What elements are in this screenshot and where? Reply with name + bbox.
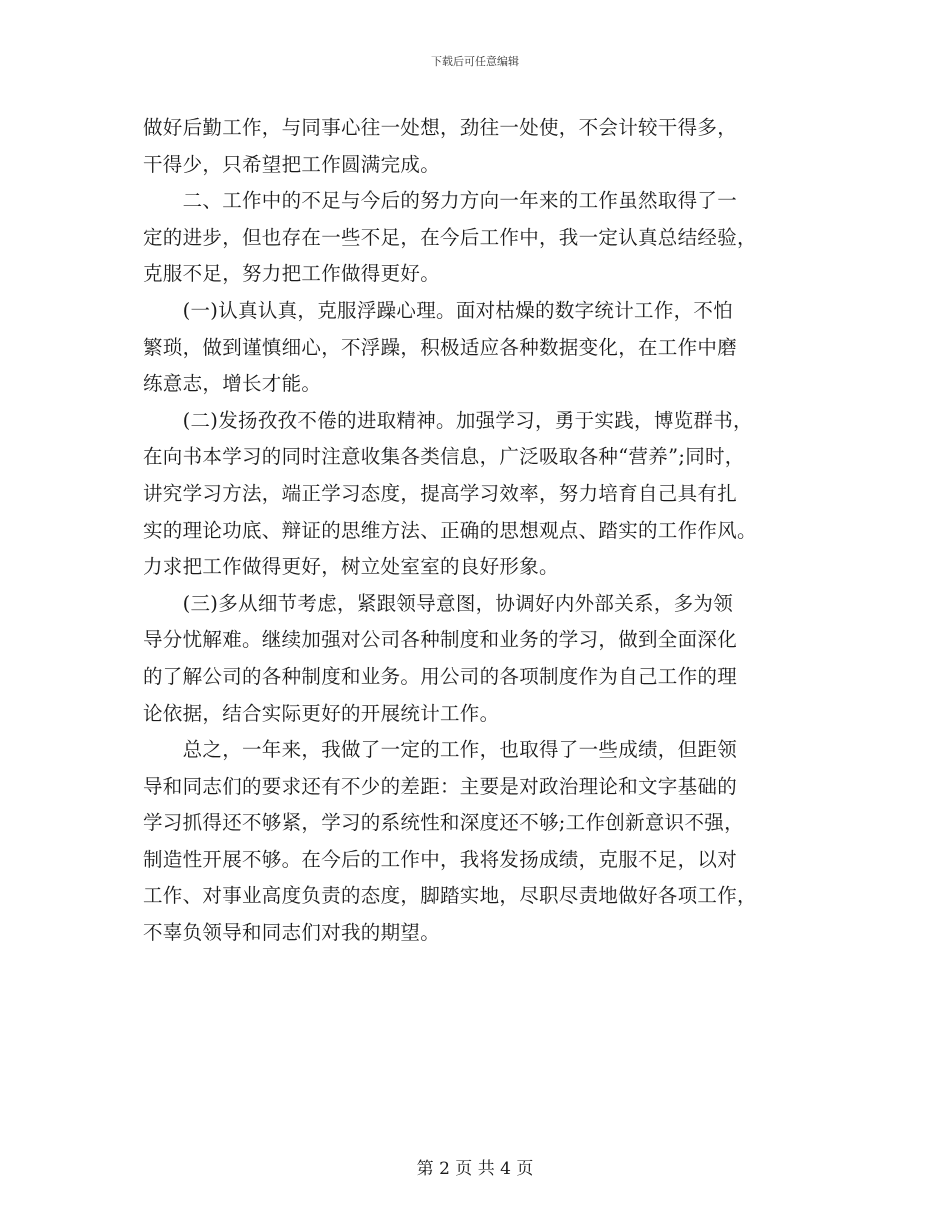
body-text-line: 导和同志们的要求还有不少的差距：主要是对政治理论和文字基础的 (143, 774, 738, 798)
body-text-line: 工作、对事业高度负责的态度，脚踏实地，尽职尽责地做好各项工作， (143, 884, 757, 908)
body-text-line: 实的理论功底、辩证的思维方法、正确的思想观点、踏实的工作作风。 (143, 518, 757, 542)
body-text-line: 不辜负领导和同志们对我的期望。 (143, 921, 441, 945)
body-text-line: 繁琐，做到谨慎细心，不浮躁，积极适应各种数据变化，在工作中磨 (143, 335, 738, 359)
body-text-line: 力求把工作做得更好，树立处室室的良好形象。 (143, 555, 559, 579)
body-text-line: 干得少，只希望把工作圆满完成。 (143, 152, 441, 176)
body-text-line: 导分忧解难。继续加强对公司各种制度和业务的学习，做到全面深化 (143, 628, 738, 652)
body-text-line: (三)多从细节考虑，紧跟领导意图，协调好内外部关系，多为领 (143, 591, 734, 615)
body-text-line: 的了解公司的各种制度和业务。用公司的各项制度作为自己工作的理 (143, 664, 738, 688)
body-text-line: 论依据，结合实际更好的开展统计工作。 (143, 701, 500, 725)
body-text-line: 克服不足，努力把工作做得更好。 (143, 262, 441, 286)
body-text-line: 练意志，增长才能。 (143, 372, 322, 396)
body-text-line: (二)发扬孜孜不倦的进取精神。加强学习，勇于实践，博览群书， (143, 408, 753, 432)
body-text-line: 定的进步，但也存在一些不足，在今后工作中，我一定认真总结经验， (143, 225, 757, 249)
body-text-line: 做好后勤工作，与同事心往一处想，劲往一处使，不会计较干得多， (143, 116, 738, 139)
body-text-line: 制造性开展不够。在今后的工作中，我将发扬成绩，克服不足，以对 (143, 847, 738, 871)
body-text-line: 学习抓得还不够紧，学习的系统性和深度还不够;工作创新意识不强， (143, 811, 744, 835)
body-text-line: 讲究学习方法，端正学习态度，提高学习效率，努力培育自己具有扎 (143, 481, 738, 505)
body-text-line: 在向书本学习的同时注意收集各类信息，广泛吸取各种“营养”;同时， (143, 445, 745, 469)
document-body (143, 110, 808, 952)
body-text-line: (一)认真认真，克服浮躁心理。面对枯燥的数字统计工作，不怕 (143, 298, 734, 322)
page-header: 下载后可任意编辑 (431, 55, 519, 68)
page-footer: 第 2 页 共 4 页 (416, 1159, 534, 1179)
body-text-line: 总之，一年来，我做了一定的工作，也取得了一些成绩，但距领 (143, 738, 738, 762)
body-text-line: 二、工作中的不足与今后的努力方向一年来的工作虽然取得了一 (143, 189, 738, 213)
